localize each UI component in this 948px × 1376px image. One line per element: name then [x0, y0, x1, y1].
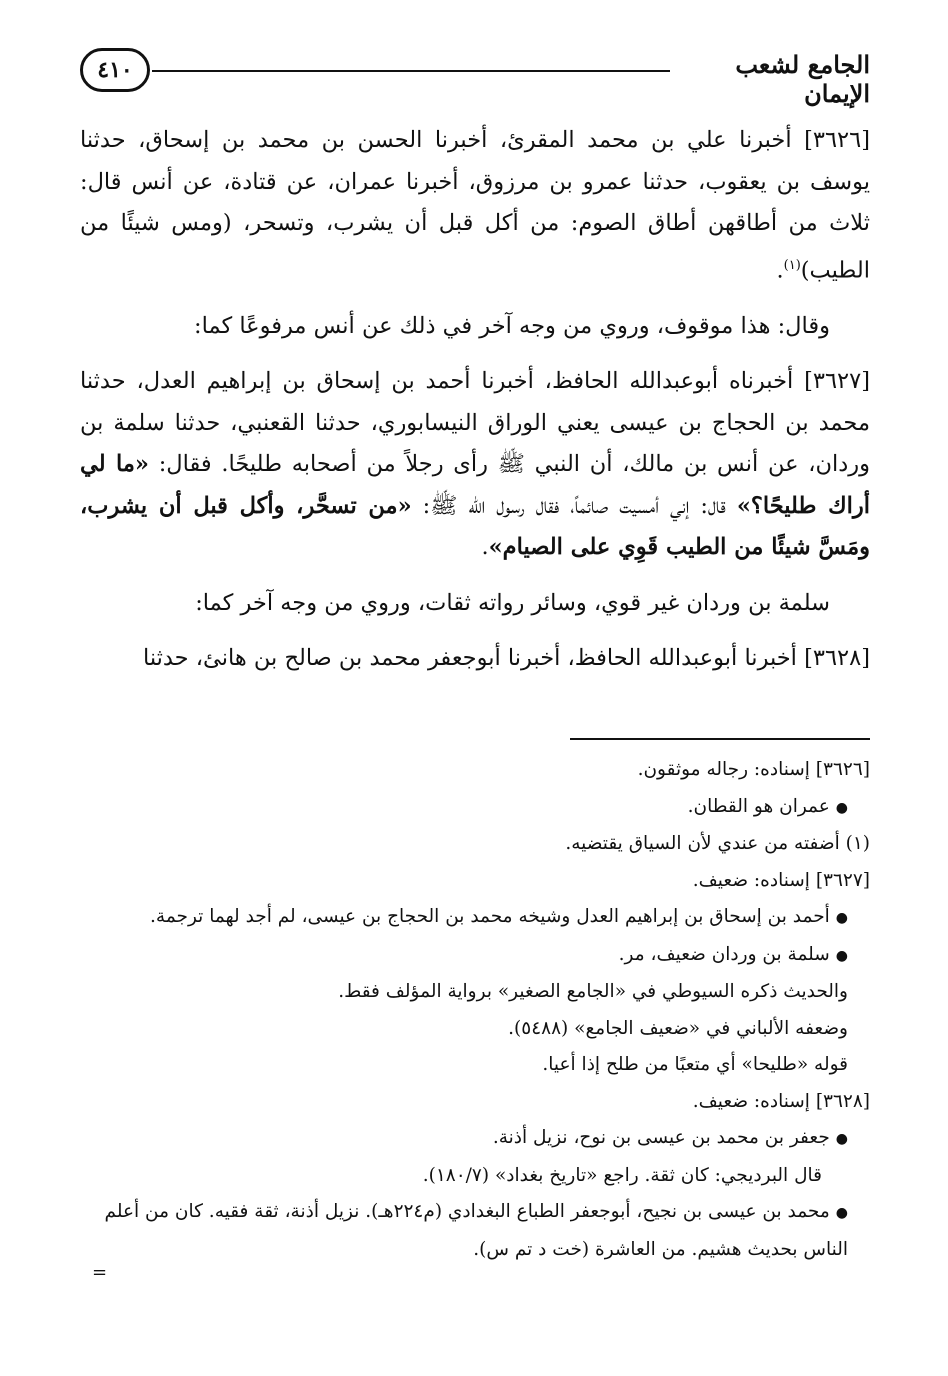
running-title: الجامع لشعب الإيمان: [735, 50, 870, 108]
footnote-marker: (١): [783, 257, 801, 273]
page-header: [80, 40, 870, 108]
paragraph-end: .: [776, 257, 784, 283]
note-line: قال البرديجي: كان ثقة. راجع «تاريخ بغداد» (١٨٠/٧).: [422, 1164, 822, 1186]
paragraph-3627: [80, 361, 870, 569]
note-bullet: ●أحمد بن إسحاق بن إبراهيم العدل وشيخه محمد بن الحجاج بن عيسى، لم أجد لهما ترجمة.: [80, 899, 870, 937]
narration-text: قال: إني أمسيت صائماً، فقال رسول الله ﷺ:: [411, 492, 737, 519]
paragraph-3628: [٣٦٢٨] أخبرنا أبوعبدالله الحافظ، أخبرنا أبوجعفر محمد بن صالح بن هانئ، حدثنا: [142, 645, 870, 671]
page-number: ٤١٠: [80, 48, 150, 92]
note-line: وضعفه الألباني في «ضعيف الجامع» (٥٤٨٨).: [508, 1017, 848, 1039]
isnad-text: [٣٦٢٧] أخبرناه أبوعبدالله الحافظ، أخبرنا أحمد بن إسحاق بن إبراهيم العدل، حدثنا محمد بن الحجاج بن عيسى يعني الوراق النيسابوري، حدثنا القعنبي، حدثنا سلمة بن وردان، عن أنس بن مالك، أن النبي ﷺ رأى رجلاً من أصحابه طليحًا. فقال:: [80, 368, 870, 477]
header-rule: [152, 70, 670, 72]
note-bullet: ●سلمة بن وردان ضعيف، مر.: [80, 937, 870, 975]
paragraph-text: [٣٦٢٦] أخبرنا علي بن محمد المقرئ، أخبرنا الحسن بن محمد بن إسحاق، حدثنا يوسف بن يعقوب، حدثنا عمرو بن مرزوق، أخبرنا عمران، عن قتادة، عن أنس قال: ثلاث من أطاقهن أطاق الصوم: من أكل قبل أن يشرب، وتسحر، (ومس شيئًا من الطيب): [80, 127, 870, 283]
paragraph-comment-2: سلمة بن وردان غير قوي، وسائر رواته ثقات، وروي من وجه آخر كما:: [195, 589, 830, 616]
note-bullet: ●عمران هو القطان.: [80, 789, 870, 827]
paragraph-end: .: [481, 534, 489, 560]
bullet-icon: ●: [835, 1205, 848, 1221]
paragraph-comment-1: وقال: هذا موقوف، وروي من وجه آخر في ذلك عن أنس مرفوعًا كما:: [194, 312, 830, 339]
continuation-mark: =: [92, 1262, 108, 1283]
paragraph-3626: [80, 120, 870, 292]
bullet-icon: ●: [835, 1131, 848, 1147]
footnote-separator: [570, 738, 870, 740]
main-text: [80, 120, 870, 694]
hadith-quote-1: «ما لي أراك طليحًا؟»: [80, 451, 870, 519]
bullet-icon: ●: [835, 947, 848, 964]
hadith-quote-2: «من تسحَّر، وأكل قبل أن يشرب، ومَسَّ شيئًا من الطيب قَوِي على الصيام»: [80, 492, 870, 560]
note-line: والحديث ذكره السيوطي في «الجامع الصغير» برواية المؤلف فقط.: [338, 981, 848, 1002]
note-isnad-3627: [٣٦٢٧] إسناده: ضعيف.: [692, 869, 870, 891]
note-isnad-3628: [٣٦٢٨] إسناده: ضعيف.: [692, 1090, 870, 1112]
bullet-icon: ●: [835, 799, 848, 816]
note-isnad-3626: [٣٦٢٦] إسناده: رجاله موثقون.: [637, 759, 870, 780]
footnotes: [80, 752, 870, 1268]
note-bullet: ●جعفر بن محمد بن عيسى بن نوح، نزيل أذنة.: [80, 1120, 870, 1158]
bullet-icon: ●: [835, 910, 848, 926]
note-footnote-1: (١) أضفته من عندي لأن السياق يقتضيه.: [565, 833, 870, 854]
note-line: قوله «طليحا» أي متعبًا من طلح إذا أعيا.: [542, 1054, 848, 1075]
note-bullet: ●محمد بن عيسى بن نجيح، أبوجعفر الطباع البغدادي (م٢٢٤هـ). نزيل أذنة، ثقة فقيه. كان من أعلم الناس بحديث هشيم. من العاشرة (خت د تم س).: [80, 1194, 870, 1268]
